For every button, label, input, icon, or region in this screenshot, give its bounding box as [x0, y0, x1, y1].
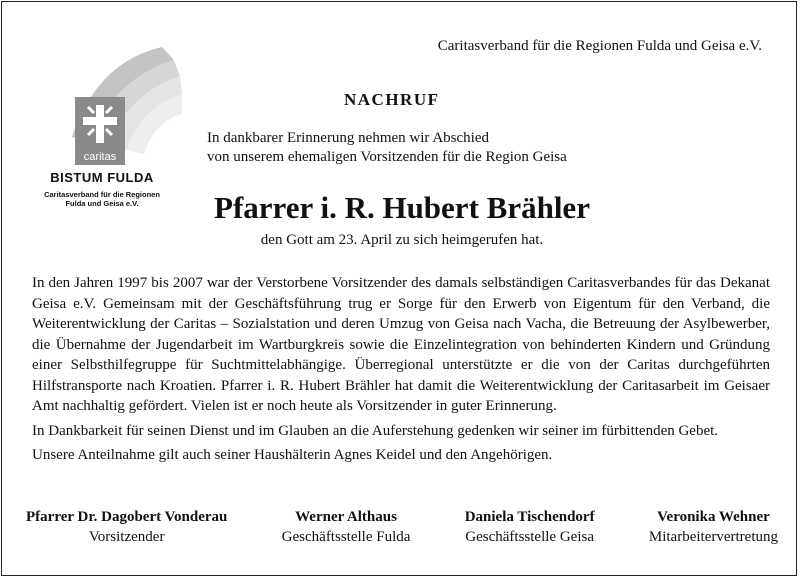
logo-subtitle-line: Caritasverband für die Regionen: [44, 190, 160, 199]
signer: [649, 507, 778, 547]
signer-name: Pfarrer Dr. Dagobert Vonderau: [26, 509, 228, 525]
intro-line: von unserem ehemaligen Vorsitzenden für die Region Geisa: [207, 149, 567, 165]
caritas-cross-icon: [75, 97, 125, 149]
logo-title: BISTUM FULDA: [50, 170, 154, 185]
logo-subtitle-line: Fulda und Geisa e.V.: [65, 199, 139, 208]
deceased-name: Pfarrer i. R. Hubert Brähler: [214, 190, 590, 225]
logo-box-word: caritas: [83, 151, 117, 163]
body-text: [32, 273, 770, 470]
signer: [282, 507, 411, 547]
signer-role: Geschäftsstelle Fulda: [281, 529, 411, 545]
notice-heading: NACHRUF: [344, 90, 440, 109]
caritas-box: [75, 97, 125, 165]
body-paragraph: Unsere Anteilnahme gilt auch seiner Haushälterin Agnes Keidel und den Angehörigen.: [32, 447, 553, 463]
obituary-notice: [1, 1, 797, 576]
signers: [26, 507, 778, 547]
body-paragraph: In den Jahren 1997 bis 2007 war der Verstorbene Vorsitzender des damals selbständigen Caritasverbandes für das Dekanat Geisa e.V. Gemeinsam mit der Geschäftsführung trug er Sorge für den Erwerb von Eigentum für den Verband, die Weiterentwicklung der Caritas – Sozialstation und deren Umzug von Geisa nach Vacha, die Betreuung der Asylbewerber, die Übernahme der Jugendarbeit im Wartburgkreis sowie die Einzelintegration von behinderten Kindern und Gründung einer Selbsthilfegruppe für Suchtmittelabhängige. Überregional unterstützte er die von der Caritas durchgeführten Hilfstransporte nach Kroatien. Pfarrer i. R. Hubert Brähler hat damit die Weiterentwicklung der Caritasarbeit im Geisaer Amt nachhaltig gefördert. Vielen ist er noch heute als Vorsitzender in guter Erinnerung.: [32, 275, 770, 414]
signer: [26, 507, 227, 547]
signer-name: Daniela Tischendorf: [464, 509, 595, 525]
intro-line: In dankbarer Erinnerung nehmen wir Abschied: [207, 130, 489, 146]
signer-role: Geschäftsstelle Geisa: [465, 529, 594, 545]
signer-role: Vorsitzender: [88, 529, 165, 545]
signer-role: Mitarbeitervertretung: [648, 529, 778, 545]
notice-intro: [207, 129, 567, 167]
signer-name: Werner Althaus: [295, 509, 397, 525]
notice-called: den Gott am 23. April zu sich heimgerufen hat.: [260, 232, 544, 248]
signer: [465, 507, 595, 547]
organization-header: Caritasverband für die Regionen Fulda und Geisa e.V.: [437, 38, 762, 54]
signer-name: Veronika Wehner: [657, 509, 770, 525]
body-paragraph: In Dankbarkeit für seinen Dienst und im Glauben an die Auferstehung gedenken wir seiner im fürbittenden Gebet.: [32, 422, 719, 439]
